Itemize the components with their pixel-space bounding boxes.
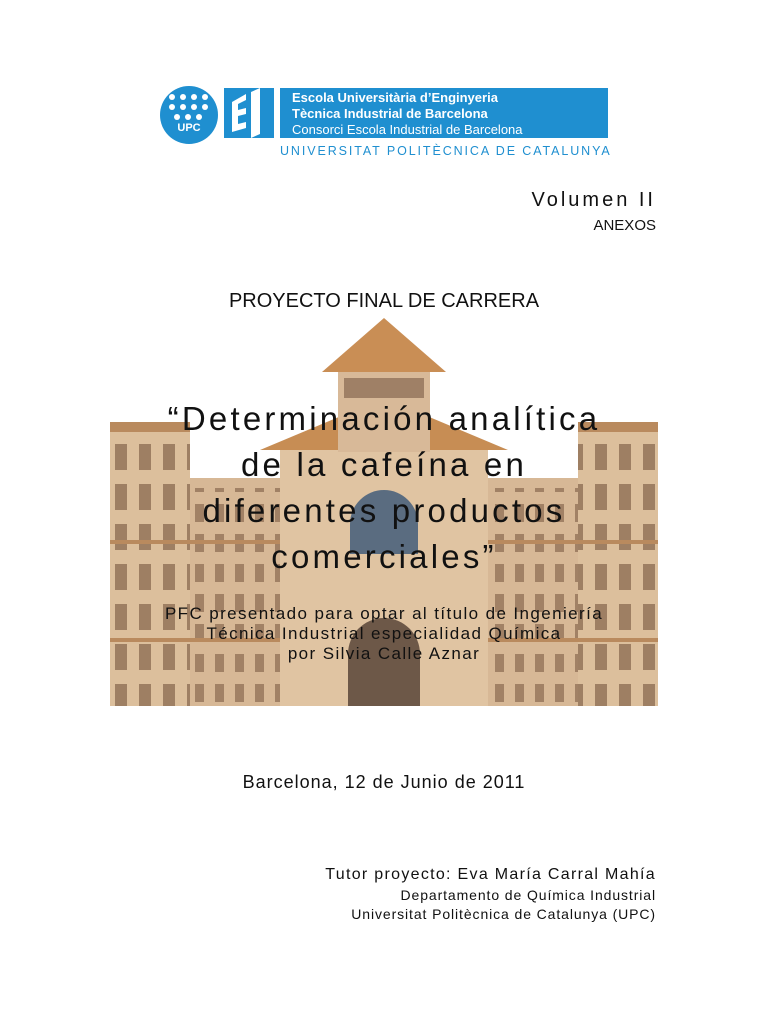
school-name-line-3: Consorci Escola Industrial de Barcelona (292, 122, 523, 137)
university-name: UNIVERSITAT POLITÈCNICA DE CATALUNYA (280, 144, 612, 158)
title-line-3: diferentes productos (202, 492, 566, 529)
subtitle-line-3: por Silvia Calle Aznar (287, 644, 481, 663)
university-line: Universitat Politècnica de Catalunya (UPC) (351, 906, 656, 922)
upc-logo-text: UPC (177, 122, 201, 134)
thesis-title (104, 396, 664, 580)
subtitle-line-2: Técnica Industrial especialidad Química (206, 624, 562, 643)
title-line-2: de la cafeína en (240, 446, 528, 483)
date-line: Barcelona, 12 de Junio de 2011 (242, 772, 526, 792)
tutor-line: Tutor proyecto: Eva María Carral Mahía (325, 866, 656, 883)
upc-logo (160, 86, 218, 144)
upc-dots-icon (169, 94, 209, 120)
volume-subtitle: ANEXOS (593, 217, 656, 234)
department-line: Departamento de Química Industrial (400, 887, 656, 903)
thesis-subtitle (112, 604, 656, 664)
subtitle-line-1: PFC presentado para optar al título de Ingeniería (164, 604, 604, 623)
title-line-4: comerciales” (271, 538, 497, 575)
tutor-block (325, 864, 656, 924)
ei-logo (224, 88, 274, 138)
school-name-line-1: Escola Universitària d’Enginyeria (292, 90, 498, 105)
ei-logo-icon (224, 88, 274, 138)
volume-label: Volumen II (531, 189, 656, 211)
title-line-1: “Determinación analítica (167, 400, 601, 437)
school-name-line-2: Tècnica Industrial de Barcelona (292, 106, 488, 121)
project-label: PROYECTO FINAL DE CARRERA (228, 290, 540, 312)
school-banner (280, 88, 608, 138)
